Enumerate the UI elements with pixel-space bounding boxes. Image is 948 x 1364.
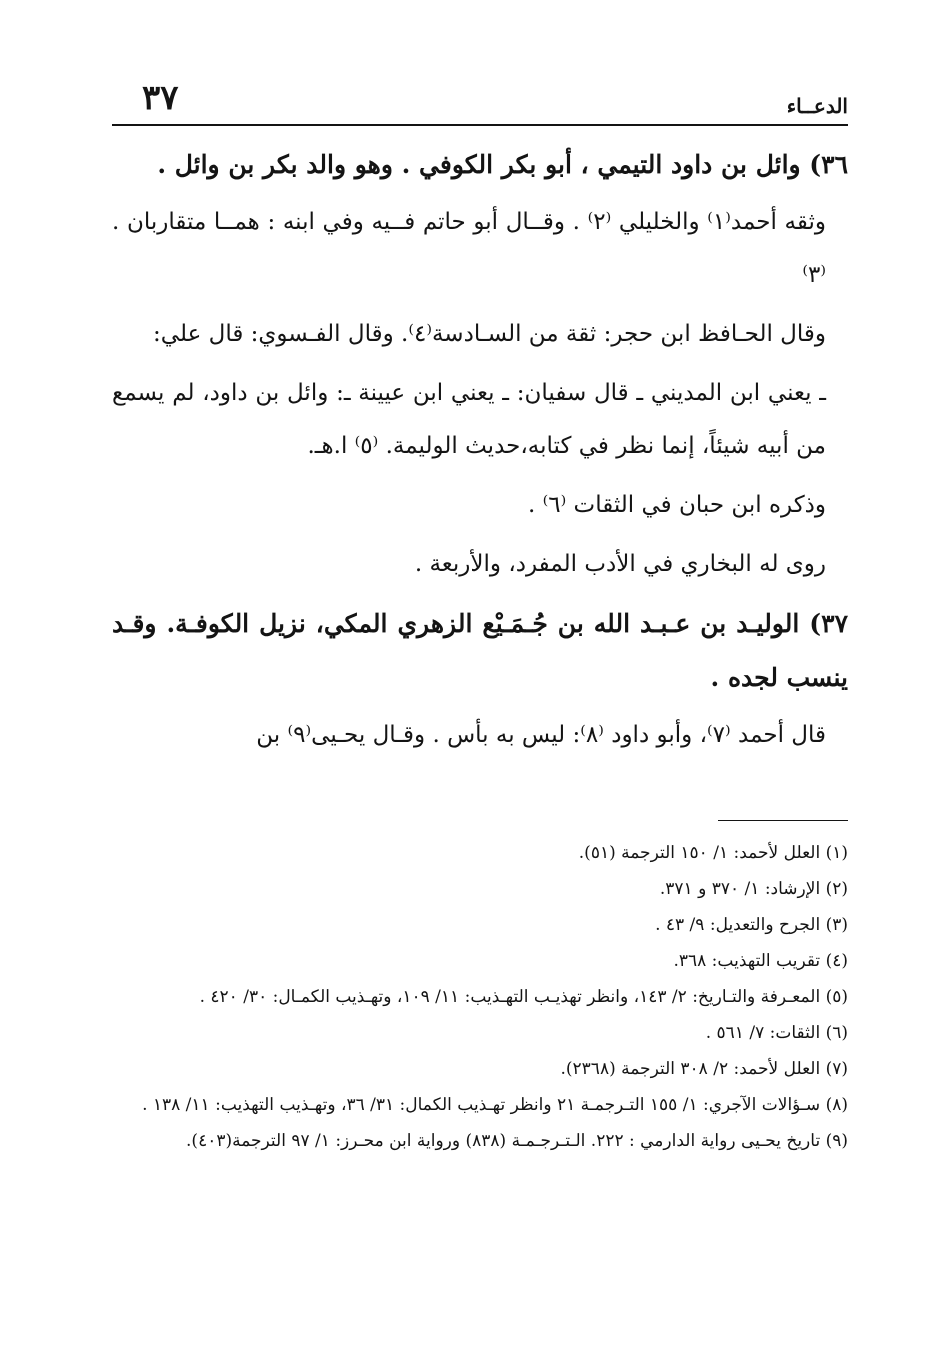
paragraph: ـ يعني ابن المديني ـ قال سفيان: ـ يعني ابن عيينة ـ: وائل بن داود، لم يسمع من أبيه شيئاً، إنما نظر في كتابه،حديث الوليمة. ⁽٥⁾ ا.هـ.	[112, 380, 826, 459]
header-divider	[112, 124, 848, 126]
footnotes	[100, 836, 848, 1160]
footnote-5: (٥) المعـرفة والتـاريخ: ٢/ ١٤٣، وانظر تهذيـب التهـذيب: ١١/ ١٠٩، وتهـذيب الكمـال: ٣٠/ ٤٢٠ .	[199, 987, 848, 1007]
paragraph: وقال الحـافظ ابن حجر: ثقة من السـادسة⁽٤⁾. وقال الفـسوي: قال علي:	[153, 321, 826, 347]
footnote-3: (٣) الجرح والتعديل: ٩/ ٤٣ .	[655, 915, 848, 935]
paragraph: وذكره ابن حبان في الثقات ⁽٦⁾ .	[527, 492, 826, 518]
footnote-1: (١) العلل لأحمد: ١/ ١٥٠ الترجمة (٥١).	[578, 843, 848, 863]
paragraph: روى له البخاري في الأدب المفرد، والأربعة .	[414, 551, 826, 577]
footnote-8: (٨) سـؤالات الآجري: ١/ ١٥٥ التـرجمـة ٢١ وانظر تهـذيب الكمال: ٣١/ ٣٦، وتهـذيب التهذيب: ١١/ ١٣٨ .	[142, 1095, 848, 1115]
page-number: ٣٧	[142, 78, 179, 118]
paragraph: قال أحمد ⁽٧⁾، وأبو داود ⁽٨⁾: ليس به بأس . وقـال يحـيى⁽٩⁾ بن	[256, 722, 826, 748]
running-title: الدعــاء	[786, 94, 848, 118]
footnote-divider	[718, 820, 848, 821]
footnote-4: (٤) تقريب التهذيب: ٣٦٨.	[673, 951, 848, 971]
entry-heading-37: ٣٧) الوليـد بن عـبـد الله بن جُـمَـيْع الزهري المكي، نزيل الكوفـة. وقـد ينسب لجده .	[112, 609, 848, 692]
footnote-2: (٢) الإرشاد: ١/ ٣٧٠ و ٣٧١.	[659, 879, 848, 899]
footnote-7: (٧) العلل لأحمد: ٢/ ٣٠٨ الترجمة (٢٣٦٨).	[560, 1059, 848, 1079]
main-text	[112, 138, 848, 768]
entry-heading-36: ٣٦) وائل بن داود التيمي ، أبو بكر الكوفي . وهو والد بكر بن وائل .	[157, 150, 848, 179]
footnote-9: (٩) تاريخ يحـيى رواية الدارمي : ٢٢٢. الـتـرجـمـة (٨٣٨) ورواية ابن محـرز: ١/ ٩٧ الترجمة(٤٠٣).	[186, 1131, 848, 1151]
page-header	[112, 78, 848, 124]
footnote-6: (٦) الثقات: ٧/ ٥٦١ .	[705, 1023, 848, 1043]
paragraph: وثقه أحمد⁽١⁾ والخليلي ⁽٢⁾ . وقــال أبو حاتم فــيه وفي ابنه : همــا متقاربان . ⁽٣⁾	[112, 209, 826, 288]
